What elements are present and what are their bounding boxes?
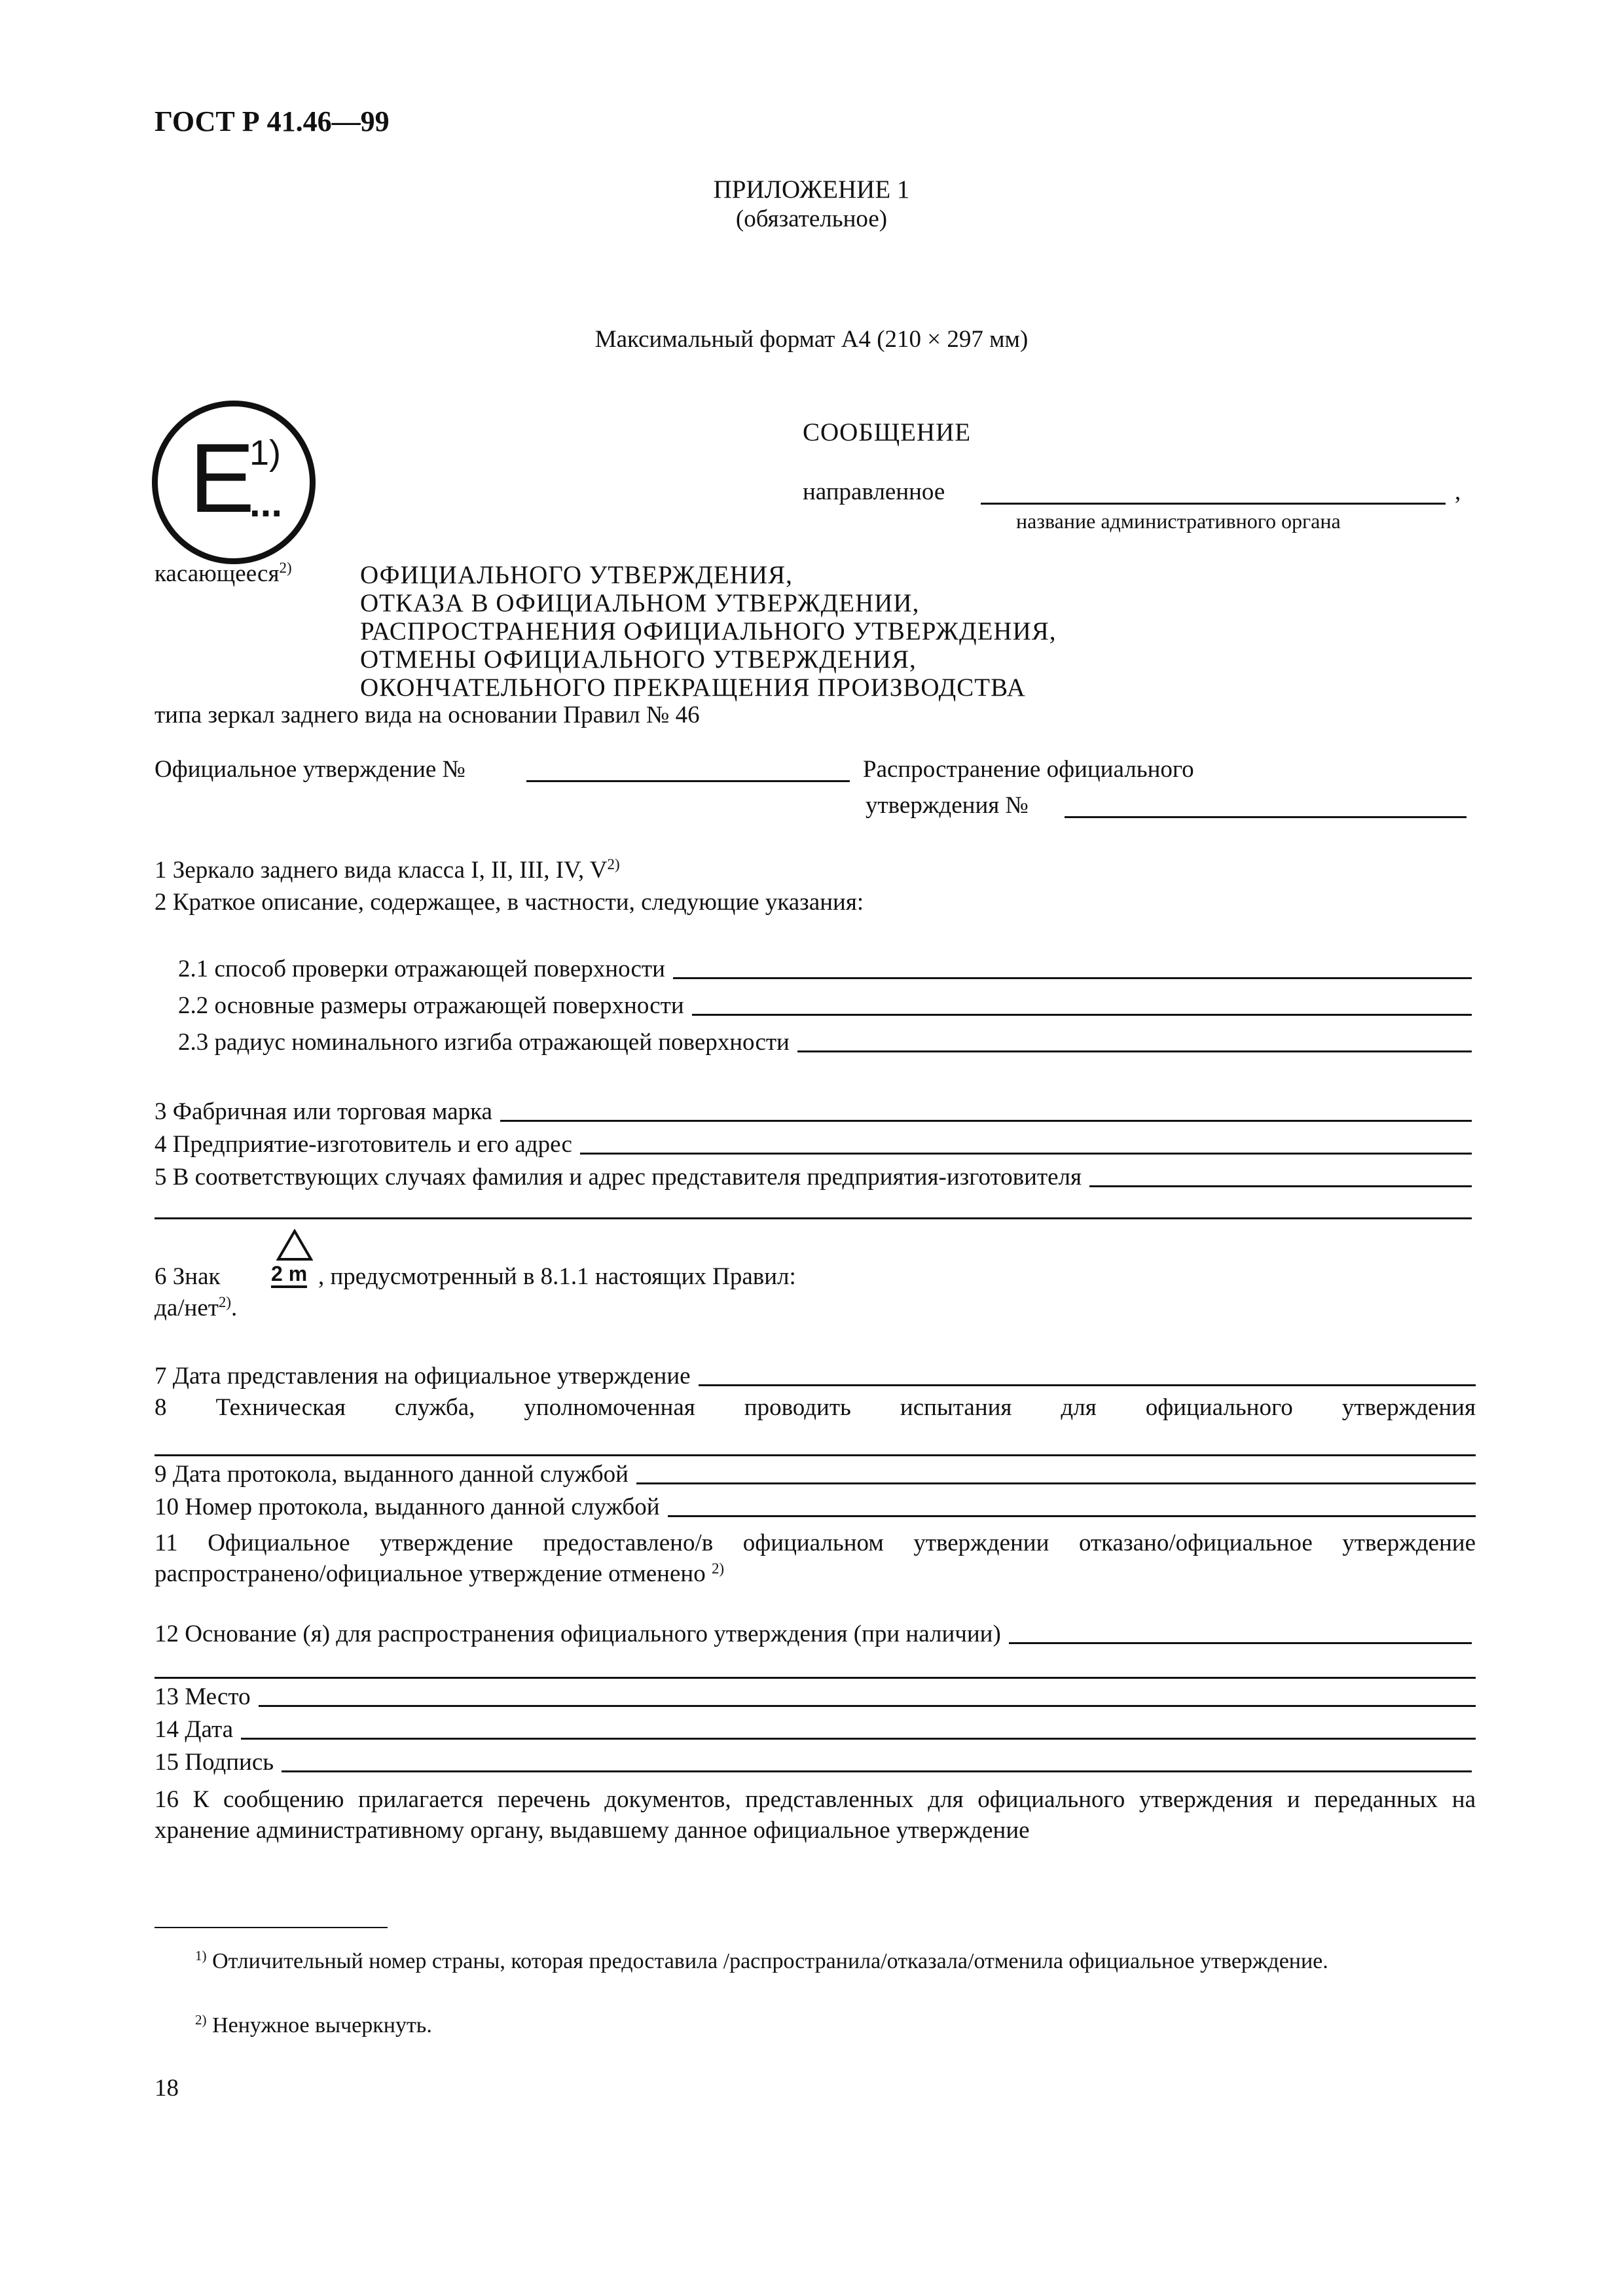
item-2: 2 Краткое описание, содержащее, в частности, следующие указания: — [155, 889, 864, 916]
item-5[interactable]: 5 В соответствующих случаях фамилия и адрес представителя предприятия-изготовителя — [155, 1164, 1472, 1192]
message-title: СООБЩЕНИЕ — [803, 418, 972, 446]
item-6-suffix: , предусмотренный в 8.1.1 настоящих Правил: — [318, 1263, 796, 1290]
footnote-1: $^{1)}$ Отличительный номер страны, которая предоставила /распространила/отказала/отменила официальное утверждение. — [195, 1948, 1328, 1973]
distance-warning-sign-icon: 2 m — [270, 1229, 316, 1301]
item-3[interactable]: 3 Фабричная или торговая марка — [155, 1098, 1472, 1126]
concerning-label: касающееся$^{2)}$ — [155, 560, 292, 587]
concerning-item: ОФИЦИАЛЬНОГО УТВЕРЖДЕНИЯ, — [360, 561, 793, 589]
item-6-prefix: 6 Знак — [155, 1263, 221, 1290]
footnote-divider — [155, 1927, 388, 1928]
standard-header: ГОСТ Р 41.46—99 — [155, 105, 390, 137]
item-14[interactable]: 14 Дата — [155, 1716, 1476, 1744]
annex-subtitle: (обязательное) — [735, 206, 888, 232]
sent-to-label: направленное — [803, 478, 945, 505]
item-9[interactable]: 9 Дата протокола, выданного данной службой — [155, 1461, 1476, 1489]
item-4[interactable]: 4 Предприятие-изготовитель и его адрес — [155, 1131, 1472, 1159]
annex-title: ПРИЛОЖЕНИЕ 1 — [713, 175, 910, 204]
item-1: 1 Зеркало заднего вида класса I, II, III, IV, $V^{2)}$ — [155, 856, 620, 884]
item-10[interactable]: 10 Номер протокола, выданного данной службой — [155, 1494, 1476, 1522]
item-5-continuation-field[interactable] — [155, 1217, 1472, 1219]
item-12-continuation-field[interactable] — [155, 1677, 1476, 1679]
item-8: 8 Техническая служба, уполномоченная проводить испытания для официального утверждения — [155, 1394, 1476, 1421]
e-approval-mark-icon: E 1) ... — [152, 401, 316, 564]
page-number: 18 — [155, 2075, 179, 2102]
sent-to-caption: название административного органа — [1016, 509, 1341, 533]
approval-no-field[interactable] — [526, 780, 850, 782]
item-2-3[interactable]: 2.3 радиус номинального изгиба отражающей поверхности — [178, 1029, 1472, 1057]
item-2-1[interactable]: 2.1 способ проверки отражающей поверхности — [178, 956, 1472, 984]
concerning-item: ОТМЕНЫ ОФИЦИАЛЬНОГО УТВЕРЖДЕНИЯ, — [360, 645, 917, 673]
item-16: 16 К сообщению прилагается перечень документов, представленных для официального утверждения и переданных на хранение административному органу, выдавшему данное официальное утверждение — [155, 1786, 1476, 1844]
item-8-field[interactable] — [155, 1454, 1476, 1456]
item-11: 11 Официальное утверждение предоставлено/в официальном утверждении отказано/официальное утверждение распространено/официальное утверждение отменено $^{2)}$ — [155, 1530, 1476, 1588]
extension-no-field[interactable] — [1065, 816, 1467, 818]
item-2-2[interactable]: 2.2 основные размеры отражающей поверхности — [178, 992, 1472, 1020]
item-7[interactable]: 7 Дата представления на официальное утверждение — [155, 1363, 1476, 1391]
sent-to-comma: , — [1455, 478, 1461, 505]
item-15[interactable]: 15 Подпись — [155, 1749, 1472, 1777]
extension-no-label: утверждения № — [866, 792, 1029, 819]
item-13[interactable]: 13 Место — [155, 1683, 1476, 1712]
concerning-item: ОТКАЗА В ОФИЦИАЛЬНОМ УТВЕРЖДЕНИИ, — [360, 589, 920, 617]
sent-to-field[interactable] — [981, 503, 1446, 505]
format-note: Максимальный формат А4 (210 × 297 мм) — [594, 326, 1029, 353]
concerning-item: РАСПРОСТРАНЕНИЯ ОФИЦИАЛЬНОГО УТВЕРЖДЕНИЯ, — [360, 617, 1057, 645]
item-6-answer: да/нет$^{2)}$. — [155, 1294, 238, 1321]
concerning-item: ОКОНЧАТЕЛЬНОГО ПРЕКРАЩЕНИЯ ПРОИЗВОДСТВА — [360, 673, 1026, 702]
footnote-2: $^{2)}$ Ненужное вычеркнуть. — [195, 2012, 432, 2037]
type-line: типа зеркал заднего вида на основании Правил № 46 — [155, 702, 700, 728]
item-12[interactable]: 12 Основание (я) для распространения официального утверждения (при наличии) — [155, 1621, 1472, 1649]
extension-label: Распространение официального — [863, 756, 1194, 783]
approval-no-label: Официальное утверждение № — [155, 756, 465, 783]
